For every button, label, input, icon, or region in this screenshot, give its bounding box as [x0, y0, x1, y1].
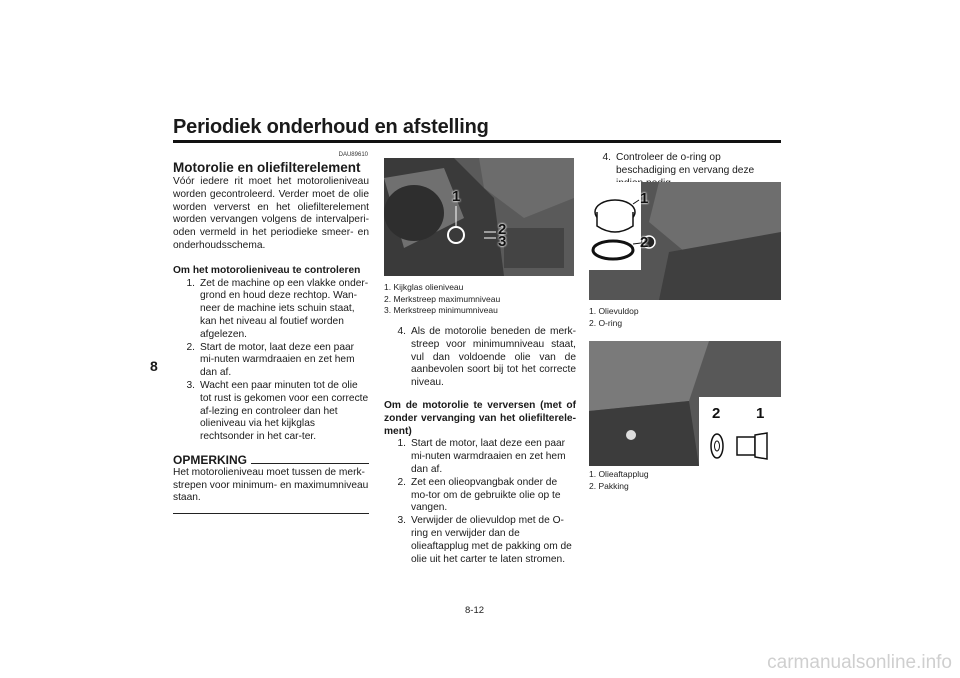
- list-item: 1. Zet de machine op een vlakke onder-grond en houd deze rechtop. Wan-neer de machine iets schuin staat, kan het niveau al foutief worden afgelezen.: [186, 277, 369, 340]
- left-column: [173, 160, 369, 514]
- chapter-number: 8: [150, 358, 158, 374]
- list-item: 4. Controleer de o-ring op beschadiging en vervang deze: [602, 152, 755, 176]
- list-item: 4. Als de motorolie beneden de merk-streep voor minimumniveau staat, vul dan voldoende olie van de aanbevolen soort bij tot het correcte niveau.: [397, 326, 576, 389]
- oil-cap-photo: [589, 182, 781, 300]
- callout-2: 2: [712, 405, 721, 422]
- right-figure2-captions: 1. Olieaftapplug 2. Pakking: [589, 469, 649, 491]
- section-title: Motorolie en oliefilterelement: [173, 160, 361, 175]
- header-rule: [173, 140, 781, 143]
- doc-code: DAU89610: [338, 152, 368, 158]
- callout-2: 2: [640, 234, 649, 251]
- oil-cap-illustration: [589, 182, 781, 300]
- change-heading: Om de motorolie te verversen (met of zonder vervanging van het oliefilterele-ment): [384, 399, 576, 437]
- middle-column: [384, 326, 576, 566]
- list-item: 1. Start de motor, laat deze een paar mi-nuten warmdraaien en zet hem dan af.: [397, 438, 566, 475]
- drain-plug-photo: [589, 341, 781, 466]
- callout-1: 1: [756, 405, 765, 422]
- callout-3: 3: [498, 233, 507, 250]
- callout-1: 1: [452, 188, 461, 205]
- page-number: 8-12: [465, 605, 485, 616]
- note-text: Het motorolieniveau moet tussen de merk-strepen voor minimum- en maximumniveau staan.: [173, 466, 369, 504]
- engine-illustration: [384, 158, 574, 276]
- drain-plug-illustration: [589, 341, 781, 466]
- list-item: 3. Wacht een paar minuten tot de olie tot rust is gekomen voor een correcte af-lezing en controleer dan het olieniveau via het kijkglas rechtsonder in het car-ter.: [186, 379, 369, 443]
- watermark: carmanualsonline.info: [767, 652, 952, 673]
- intro-paragraph: Vóór iedere rit moet het motorolieniveau worden gecontroleerd. Verder moet de olie worden ververst en het oliefilterelement worden vervangen volgens de intervalperi-oden vermeld in het periodieke smeer- en onderhoudsschema.: [173, 176, 369, 251]
- callout-2: 2: [498, 221, 507, 238]
- check-heading: Om het motorolieniveau te controleren: [173, 264, 361, 276]
- middle-figure-captions: 1. Kijkglas olieniveau 2. Merkstreep maximumniveau 3. Merkstreep minimumniveau: [384, 282, 501, 315]
- list-item: 2. Zet een olieopvangbak onder de mo-tor om de gebruikte olie op te vangen.: [397, 476, 561, 514]
- page-title: Periodiek onderhoud en afstelling: [173, 116, 489, 138]
- callout-1: 1: [640, 190, 649, 207]
- right-figure1-captions: 1. Olievuldop 2. O-ring: [589, 306, 639, 328]
- list-item: 3. Verwijder de olievuldop met de O-ring en verwijder dan de olieaftapplug met de pakking om de olie uit het carter te laten stromen.: [397, 515, 572, 565]
- oil-level-photo: [384, 158, 574, 276]
- note-divider: [173, 513, 369, 514]
- list-item: 2. Start de motor, laat deze een paar mi-nuten warmdraaien en zet hem dan af.: [186, 341, 355, 379]
- note-heading: OPMERKING: [173, 454, 369, 467]
